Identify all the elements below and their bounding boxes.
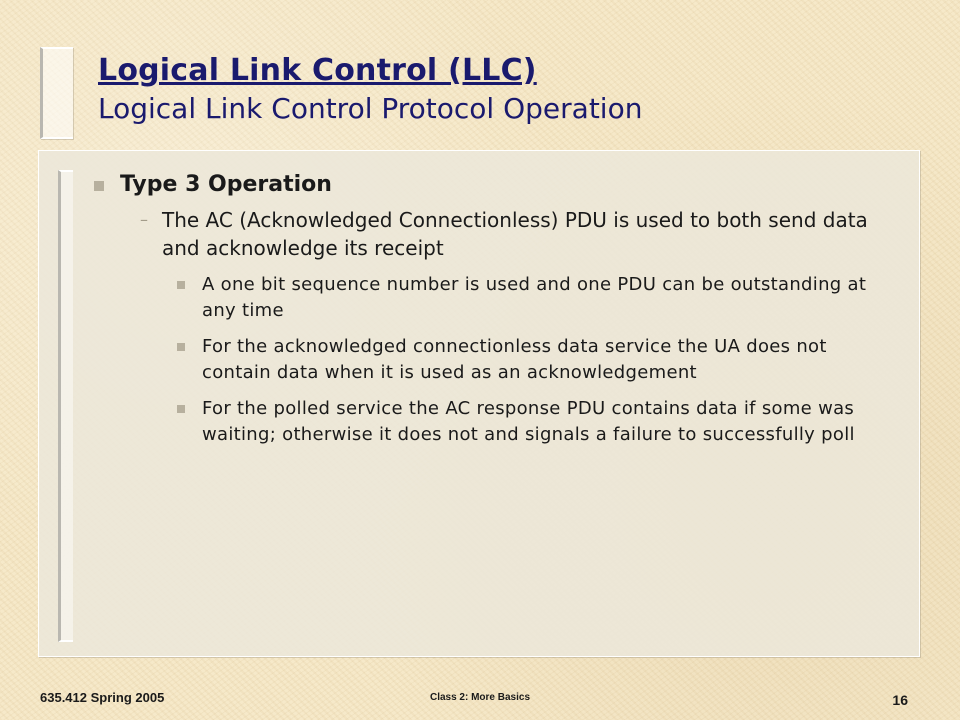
slide-title: Logical Link Control (LLC) <box>98 53 537 88</box>
content-bracket-decoration <box>58 170 73 642</box>
square-bullet-icon <box>177 343 185 351</box>
bullet-level1 <box>90 170 890 200</box>
dash-bullet-icon: – <box>140 210 148 229</box>
square-bullet-icon <box>177 281 185 289</box>
bullet-heading: Type 3 Operation <box>120 172 332 197</box>
footer-class-title: Class 2: More Basics <box>429 692 531 703</box>
slide-header <box>98 52 938 127</box>
bullet-list <box>90 170 890 448</box>
bullet-level3 <box>90 272 890 324</box>
title-bracket-decoration <box>40 47 73 139</box>
square-bullet-icon <box>177 405 185 413</box>
bullet-level3 <box>90 334 890 386</box>
slide-subtitle: Logical Link Control Protocol Operation <box>98 92 643 125</box>
slide-number: 16 <box>892 692 908 708</box>
bullet-level3-text: For the polled service the AC response PDU contains data if some was waiting; otherwise it does not and signals a failure to successfully poll <box>202 398 855 445</box>
square-bullet-icon <box>94 181 104 191</box>
bullet-level3-text: For the acknowledged connectionless data service the UA does not contain data when it is used as an acknowledgement <box>202 336 827 383</box>
bullet-level2-text: The AC (Acknowledged Connectionless) PDU is used to both send data and acknowledge its receipt <box>162 208 868 260</box>
bullet-level2 <box>90 206 890 262</box>
footer-course: 635.412 Spring 2005 <box>40 690 165 705</box>
bullet-level3 <box>90 396 890 448</box>
bullet-level3-text: A one bit sequence number is used and one PDU can be outstanding at any time <box>202 274 867 321</box>
